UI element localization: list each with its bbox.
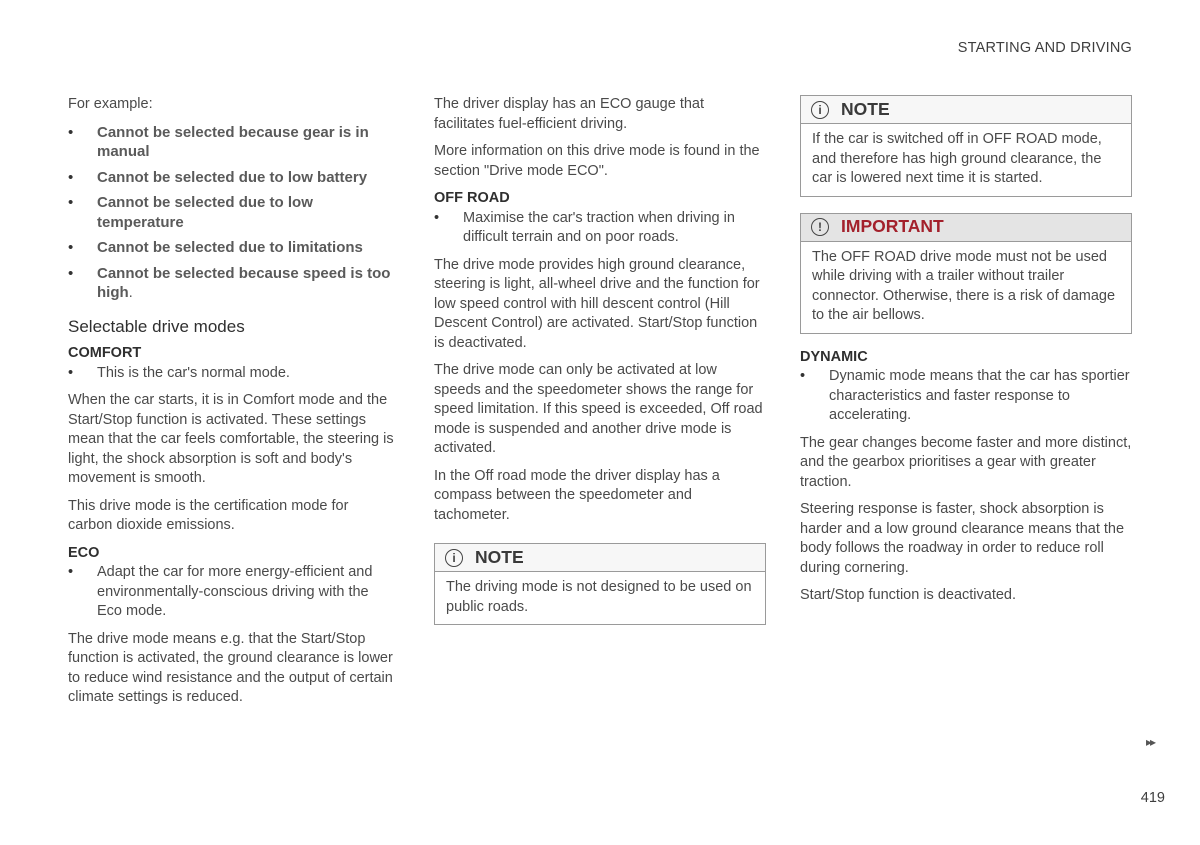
bullet-icon: • [68,168,74,186]
important-body: The OFF ROAD drive mode must not be used while driving with a trailer without trailer connector. Otherwise, there is a risk of damage to the air bellows. [812,248,1116,323]
list-item: • Adapt the car for more energy-efficient and environmentally-conscious driving with the Eco mode. [68,564,373,619]
exclamation-circle-icon: ! [811,218,829,236]
note-title: NOTE [475,546,524,567]
page-number: 419 [1140,790,1165,806]
note-header [435,544,765,572]
bullet-icon: • [68,264,74,282]
list-item: • This is the car's normal mode. [68,364,394,384]
list-item: • Cannot be selected due to low battery [68,168,368,186]
comfort-list [68,364,394,384]
paragraph: In the Off road mode the driver display has a compass between the speedometer and tachometer. [434,467,720,523]
note-box [434,543,766,625]
paragraph: The drive mode provides high ground clearance, steering is light, all-wheel drive and the function for low speed control with hill descent control (Hill Descent Control) are activated. Start/Stop function is deactivated. [434,256,760,351]
offroad-heading: OFF ROAD [434,190,510,206]
running-header: STARTING AND DRIVING [957,40,1132,56]
bullet-icon: • [68,364,74,381]
paragraph: The drive mode can only be activated at low speeds and the speedometer shows the range for speed limitation. If this speed is exceeded, Off road mode is suspended and another drive mode is activated. [434,362,763,456]
note-box [800,95,1132,197]
column-middle [434,95,766,639]
paragraph: Steering response is faster, shock absorption is harder and a low ground clearance means that the body follows the roadway in order to reduce roll during cornering. [800,501,1125,576]
paragraph: This drive mode is the certification mode for carbon dioxide emissions. [68,497,349,533]
bullet-icon: • [68,239,74,256]
note-title: NOTE [841,98,890,119]
list-item: • Cannot be selected because speed is too high. [68,264,391,301]
bullet-icon: • [434,209,440,226]
comfort-heading: COMFORT [68,345,142,361]
important-title: IMPORTANT [841,216,944,237]
list-item: • Maximise the car's traction when driving in difficult terrain and on poor roads. [434,209,735,245]
bullet-icon: • [68,194,74,211]
list-item: • Cannot be selected because gear is in manual [68,123,369,160]
dynamic-list [800,367,1132,426]
note-header [801,96,1131,124]
list-item: • Cannot be selected due to low temperature [68,194,313,231]
note-body: If the car is switched off in OFF ROAD mode, and therefore has high ground clearance, the car is lowered next time it is started. [812,131,1102,186]
paragraph: The driver display has an ECO gauge that facilitates fuel-efficient driving. [434,96,705,132]
offroad-list [434,209,766,248]
info-circle-icon: i [445,549,463,567]
limitations-list [68,123,394,303]
column-right [800,95,1132,614]
note-body: The driving mode is not designed to be used on public roads. [446,579,752,615]
paragraph: The drive mode means e.g. that the Start/Stop function is activated, the ground clearance is lower to reduce wind resistance and the output of certain climate settings is reduced. [68,630,393,705]
eco-heading: ECO [68,544,100,561]
bullet-icon: • [68,564,74,580]
paragraph: When the car starts, it is in Comfort mode and the Start/Stop function is activated. These settings mean that the car feels comfortable, the steering is light, the shock absorption is soft and body's movement is smooth. [68,392,394,486]
bullet-icon: • [68,123,74,141]
column-left [68,95,394,716]
list-item: • Cannot be selected due to limitations [68,239,363,256]
paragraph: The gear changes become faster and more distinct, and the gearbox prioritises a gear with greater traction. [800,434,1132,490]
important-box [800,213,1132,334]
section-title: Selectable drive modes [68,316,245,336]
eco-list [68,563,394,622]
important-header [801,214,1131,242]
paragraph: More information on this drive mode is found in the section "Drive mode ECO". [434,143,760,179]
list-item: • Dynamic mode means that the car has sportier characteristics and faster response to accelerating. [800,368,1130,423]
bullet-icon: • [800,368,806,384]
paragraph: Start/Stop function is deactivated. [800,587,1017,603]
continue-arrows-icon: ▸▸ [1146,735,1155,749]
intro-text: For example: [68,96,153,112]
info-circle-icon: i [811,101,829,119]
dynamic-heading: DYNAMIC [800,348,868,365]
